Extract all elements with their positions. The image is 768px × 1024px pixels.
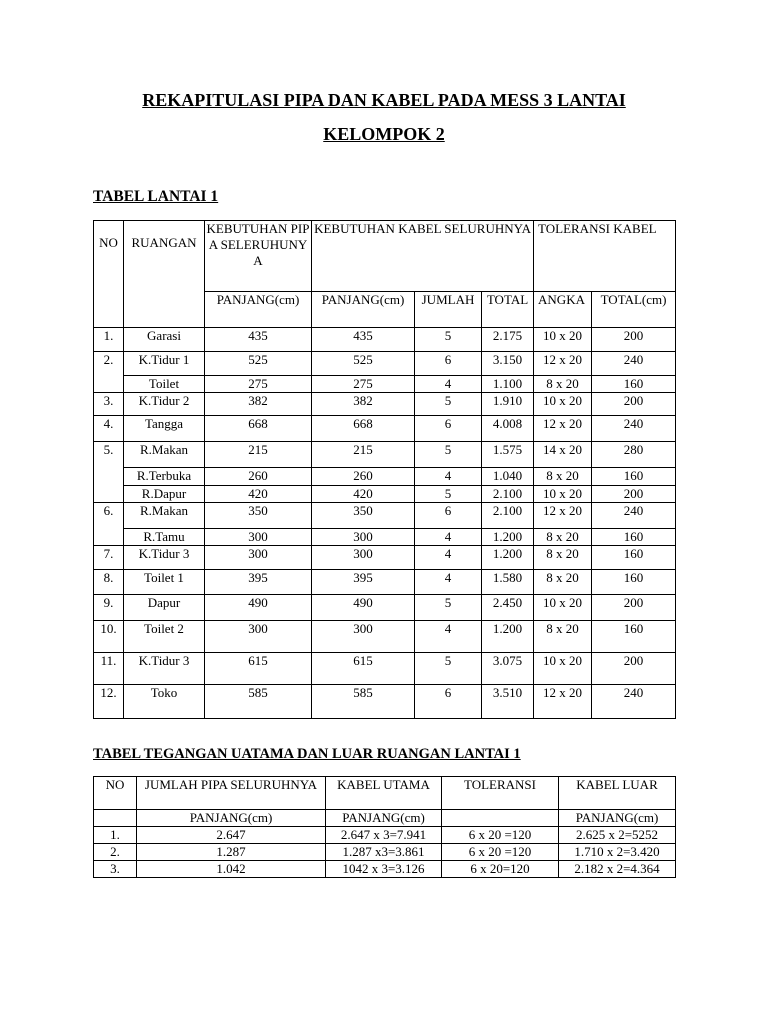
cell-no: 9. (94, 595, 124, 621)
cell-total: 1.040 (482, 468, 534, 486)
cell-total: 3.510 (482, 685, 534, 719)
cell-ruang: Dapur (124, 595, 205, 621)
cell-kabel: 382 (312, 393, 415, 416)
table-row (94, 546, 676, 570)
cell-total: 2.100 (482, 503, 534, 529)
cell-angka: 8 x 20 (534, 570, 592, 595)
cell-total: 4.008 (482, 416, 534, 442)
cell-jumlah: 5 (415, 653, 482, 685)
table-row (94, 393, 676, 416)
cell-pipa: 668 (205, 416, 312, 442)
cell-kabel: 300 (312, 529, 415, 546)
table2-body (94, 827, 676, 878)
cell-angka: 10 x 20 (534, 393, 592, 416)
cell-total: 1.575 (482, 442, 534, 468)
cell-toleransi: 200 (592, 393, 676, 416)
table-row (94, 442, 676, 468)
cell-jumlah-pipa: 1.287 (137, 844, 326, 861)
header-kebutuhan-pipa: KEBUTUHAN PIPA SELERUHUNYA (205, 221, 312, 292)
cell-kabel: 435 (312, 328, 415, 352)
cell-jumlah: 4 (415, 546, 482, 570)
cell-jumlah: 6 (415, 416, 482, 442)
cell-toleransi: 160 (592, 546, 676, 570)
cell-kabel-utama: 1.287 x3=3.861 (326, 844, 442, 861)
cell-toleransi: 160 (592, 529, 676, 546)
cell-angka: 8 x 20 (534, 468, 592, 486)
table-row (94, 416, 676, 442)
cell-jumlah: 5 (415, 393, 482, 416)
table-row (94, 653, 676, 685)
cell-ruang: Garasi (124, 328, 205, 352)
cell-kabel-luar: 2.182 x 2=4.364 (559, 861, 676, 878)
cell-angka: 10 x 20 (534, 653, 592, 685)
cell-kabel: 525 (312, 352, 415, 376)
cell-toleransi: 160 (592, 376, 676, 393)
table-row (94, 570, 676, 595)
cell-jumlah-pipa: 2.647 (137, 827, 326, 844)
header-angka: ANGKA (534, 292, 592, 328)
t2-header-kabel-utama: KABEL UTAMA (326, 777, 442, 810)
cell-toleransi: 280 (592, 442, 676, 468)
table1-title: TABEL LANTAI 1 (93, 188, 219, 205)
document-title: REKAPITULASI PIPA DAN KABEL PADA MESS 3 LANTAI (142, 90, 626, 110)
cell-jumlah: 6 (415, 503, 482, 529)
cell-ruang: Toilet (124, 376, 205, 393)
cell-toleransi: 240 (592, 416, 676, 442)
cell-no: 2. (94, 844, 137, 861)
cell-no: 4. (94, 416, 124, 442)
cell-kabel: 615 (312, 653, 415, 685)
cell-total: 1.580 (482, 570, 534, 595)
table-row (94, 685, 676, 719)
cell-kabel: 300 (312, 621, 415, 653)
header-no: NO (94, 221, 124, 328)
cell-ruang: Tangga (124, 416, 205, 442)
table-row (94, 468, 676, 486)
cell-ruang: R.Makan (124, 442, 205, 468)
t2-header-jumlah-pipa: JUMLAH PIPA SELURUHNYA (137, 777, 326, 810)
cell-no: 11. (94, 653, 124, 685)
t2-header-panjang-pipa: PANJANG(cm) (137, 810, 326, 827)
cell-toleransi: 6 x 20 =120 (442, 844, 559, 861)
header-pipa-panjang: PANJANG(cm) (205, 292, 312, 328)
cell-ruang: R.Terbuka (124, 468, 205, 486)
cell-total: 1.200 (482, 621, 534, 653)
cell-toleransi: 200 (592, 653, 676, 685)
table-lantai-1 (93, 220, 676, 719)
cell-no: 6. (94, 503, 124, 546)
t2-header-panjang-luar: PANJANG(cm) (559, 810, 676, 827)
table-row (94, 844, 676, 861)
cell-no: 3. (94, 861, 137, 878)
cell-ruang: Toko (124, 685, 205, 719)
cell-angka: 14 x 20 (534, 442, 592, 468)
table-row (94, 621, 676, 653)
header-jumlah: JUMLAH (415, 292, 482, 328)
cell-kabel: 300 (312, 546, 415, 570)
cell-jumlah: 4 (415, 529, 482, 546)
cell-pipa: 382 (205, 393, 312, 416)
cell-angka: 12 x 20 (534, 503, 592, 529)
cell-jumlah: 5 (415, 486, 482, 503)
header-total: TOTAL (482, 292, 534, 328)
table-row (94, 352, 676, 376)
cell-total: 1.910 (482, 393, 534, 416)
cell-angka: 8 x 20 (534, 529, 592, 546)
cell-pipa: 260 (205, 468, 312, 486)
table1-head (94, 221, 676, 328)
t2-header-kabel-luar: KABEL LUAR (559, 777, 676, 810)
t2-header-toleransi: TOLERANSI (442, 777, 559, 810)
cell-kabel-utama: 1042 x 3=3.126 (326, 861, 442, 878)
cell-total: 3.075 (482, 653, 534, 685)
cell-angka: 10 x 20 (534, 595, 592, 621)
cell-pipa: 395 (205, 570, 312, 595)
cell-kabel-utama: 2.647 x 3=7.941 (326, 827, 442, 844)
cell-no: 3. (94, 393, 124, 416)
cell-no: 2. (94, 352, 124, 393)
cell-toleransi: 240 (592, 503, 676, 529)
cell-ruang: Toilet 2 (124, 621, 205, 653)
cell-no: 10. (94, 621, 124, 653)
cell-pipa: 490 (205, 595, 312, 621)
cell-kabel-luar: 1.710 x 2=3.420 (559, 844, 676, 861)
cell-total: 3.150 (482, 352, 534, 376)
cell-total: 1.200 (482, 546, 534, 570)
cell-toleransi: 200 (592, 486, 676, 503)
cell-no: 8. (94, 570, 124, 595)
table-row (94, 486, 676, 503)
table1-body (94, 328, 676, 719)
cell-pipa: 300 (205, 621, 312, 653)
cell-jumlah: 4 (415, 621, 482, 653)
cell-total: 1.100 (482, 376, 534, 393)
table2-title: TABEL TEGANGAN UATAMA DAN LUAR RUANGAN LANTAI 1 (93, 746, 521, 762)
cell-pipa: 300 (205, 529, 312, 546)
cell-kabel: 260 (312, 468, 415, 486)
header-total-cm: TOTAL(cm) (592, 292, 676, 328)
cell-ruang: K.Tidur 3 (124, 653, 205, 685)
cell-total: 2.175 (482, 328, 534, 352)
table2-head (94, 777, 676, 827)
cell-kabel: 585 (312, 685, 415, 719)
t2-header-no: NO (94, 777, 137, 810)
cell-no: 5. (94, 442, 124, 503)
cell-no: 7. (94, 546, 124, 570)
cell-jumlah: 4 (415, 570, 482, 595)
cell-pipa: 350 (205, 503, 312, 529)
cell-kabel: 275 (312, 376, 415, 393)
t2-header-panjang-utama: PANJANG(cm) (326, 810, 442, 827)
cell-kabel: 395 (312, 570, 415, 595)
cell-ruang: R.Tamu (124, 529, 205, 546)
cell-toleransi: 6 x 20 =120 (442, 827, 559, 844)
cell-angka: 12 x 20 (534, 416, 592, 442)
cell-kabel: 490 (312, 595, 415, 621)
cell-angka: 12 x 20 (534, 685, 592, 719)
cell-ruang: R.Makan (124, 503, 205, 529)
cell-ruang: K.Tidur 3 (124, 546, 205, 570)
cell-angka: 10 x 20 (534, 328, 592, 352)
cell-jumlah: 6 (415, 685, 482, 719)
cell-toleransi: 160 (592, 570, 676, 595)
cell-total: 1.200 (482, 529, 534, 546)
cell-jumlah: 6 (415, 352, 482, 376)
cell-kabel: 420 (312, 486, 415, 503)
cell-pipa: 525 (205, 352, 312, 376)
table-tegangan (93, 776, 676, 878)
header-kebutuhan-kabel: KEBUTUHAN KABEL SELURUHNYA (312, 221, 534, 292)
cell-jumlah: 4 (415, 468, 482, 486)
cell-pipa: 300 (205, 546, 312, 570)
cell-kabel: 215 (312, 442, 415, 468)
cell-kabel: 350 (312, 503, 415, 529)
cell-jumlah: 4 (415, 376, 482, 393)
cell-jumlah: 5 (415, 442, 482, 468)
cell-angka: 8 x 20 (534, 376, 592, 393)
cell-no: 1. (94, 328, 124, 352)
document-subtitle: KELOMPOK 2 (323, 124, 445, 144)
cell-angka: 8 x 20 (534, 546, 592, 570)
cell-pipa: 275 (205, 376, 312, 393)
cell-angka: 8 x 20 (534, 621, 592, 653)
cell-jumlah: 5 (415, 595, 482, 621)
cell-toleransi: 240 (592, 352, 676, 376)
cell-pipa: 585 (205, 685, 312, 719)
table-row (94, 827, 676, 844)
cell-total: 2.100 (482, 486, 534, 503)
table-row (94, 861, 676, 878)
cell-no: 1. (94, 827, 137, 844)
cell-toleransi: 240 (592, 685, 676, 719)
table-row (94, 529, 676, 546)
cell-ruang: K.Tidur 2 (124, 393, 205, 416)
cell-jumlah-pipa: 1.042 (137, 861, 326, 878)
cell-no: 12. (94, 685, 124, 719)
cell-pipa: 215 (205, 442, 312, 468)
header-toleransi-kabel: TOLERANSI KABEL (534, 221, 676, 292)
cell-toleransi: 160 (592, 621, 676, 653)
cell-pipa: 420 (205, 486, 312, 503)
cell-total: 2.450 (482, 595, 534, 621)
table-row (94, 503, 676, 529)
cell-toleransi: 160 (592, 468, 676, 486)
cell-angka: 12 x 20 (534, 352, 592, 376)
header-kabel-panjang: PANJANG(cm) (312, 292, 415, 328)
cell-pipa: 615 (205, 653, 312, 685)
cell-ruang: Toilet 1 (124, 570, 205, 595)
cell-pipa: 435 (205, 328, 312, 352)
cell-jumlah: 5 (415, 328, 482, 352)
cell-kabel: 668 (312, 416, 415, 442)
cell-angka: 10 x 20 (534, 486, 592, 503)
table-row (94, 376, 676, 393)
cell-ruang: R.Dapur (124, 486, 205, 503)
cell-toleransi: 200 (592, 595, 676, 621)
header-ruangan: RUANGAN (124, 221, 205, 328)
cell-kabel-luar: 2.625 x 2=5252 (559, 827, 676, 844)
cell-toleransi: 6 x 20=120 (442, 861, 559, 878)
cell-ruang: K.Tidur 1 (124, 352, 205, 376)
table-row (94, 328, 676, 352)
cell-toleransi: 200 (592, 328, 676, 352)
table-row (94, 595, 676, 621)
